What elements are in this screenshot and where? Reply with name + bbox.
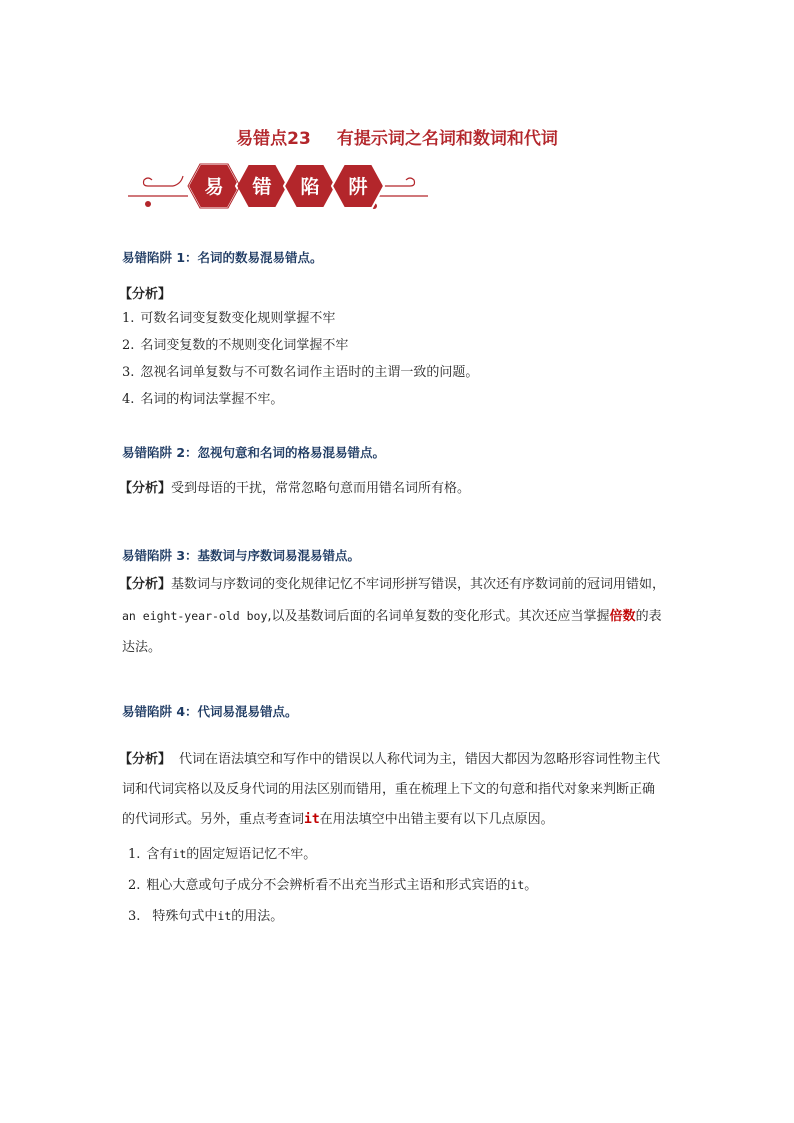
page-title [0,124,794,149]
analysis-label: 【分析】 [119,481,172,496]
section-3-line-1 [119,573,665,592]
list-item [122,334,348,353]
analysis-label: 【分析】 [119,752,172,767]
list-item-number: 1. [122,311,135,326]
banner-char-2: 错 [252,176,272,198]
banner-char-4: 阱 [348,176,368,198]
section-1-heading: 易错陷阱 1：名词的数易混易错点。 [122,250,323,265]
banner-left-dot [145,201,151,207]
section-2-analysis [119,477,470,496]
title-number: 易错点23 [236,129,311,149]
list-item-number: 2. [122,338,135,353]
section-4-line-3 [122,808,554,827]
banner-char-1: 易 [204,176,224,198]
list-item-text: 可数名词变复数变化规则掌握不牢 [140,311,336,326]
list-item-number: 4. [122,392,135,407]
list-item-text: 名词变复数的不规则变化词掌握不牢 [140,338,349,353]
list-item-text: 。 [524,878,538,893]
list-item-code: it [510,878,525,892]
list-item-code: it [217,909,232,923]
list-item-number: 3. [128,909,141,924]
list-item-text: 忽视名词单复数与不可数名词作主语时的主谓一致的问题。 [140,365,479,380]
list-item [122,307,335,326]
example-code: an eight-year-old boy [122,609,268,623]
analysis-text: ,以及基数词后面的名词单复数的变化形式。其次还应当掌握 [267,609,610,624]
banner-left-ornament [128,176,188,196]
list-item-text: 含有 [146,847,173,862]
section-4-line-2: 词和代词宾格以及反身代词的用法区别而错用，重在梳理上下文的句意和指代对象来判断正确 [122,782,656,797]
title-topic: 有提示词之名词和数词和代词 [336,129,558,149]
analysis-text: 在用法填空中出错主要有以下几点原因。 [319,812,554,827]
section-3-line-2 [122,605,662,624]
list-item-number: 2. [128,878,141,893]
list-item [128,874,537,893]
list-item-code: it [172,847,187,861]
list-item-text: 特殊句式中 [152,909,218,924]
analysis-text: 基数词与序数词的变化规律记忆不牢词形拼写错误，其次还有序数词前的冠词用错如， [171,577,666,592]
list-item-number: 1. [128,847,141,862]
list-item [122,388,283,407]
section-4-heading: 易错陷阱 4：代词易混易错点。 [122,704,298,719]
analysis-text: 受到母语的干扰，常常忽略句意而用错名词所有格。 [171,481,471,496]
list-item [128,843,316,862]
list-item-text: 粗心大意或句子成分不会辨析看不出充当形式主语和形式宾语的 [146,878,511,893]
list-item-text: 的固定短语记忆不牢。 [186,847,317,862]
list-item-text: 名词的构词法掌握不牢。 [140,392,284,407]
analysis-text: 代词在语法填空和写作中的错误以人称代词为主，错因大都因为忽略形容词性物主代 [179,752,661,767]
section-2-heading: 易错陷阱 2：忽视句意和名词的格易混易错点。 [122,445,386,460]
analysis-text: 的代词形式。另外，重点考查词 [122,812,305,827]
list-item-text: 的用法。 [231,909,284,924]
list-item [128,905,283,924]
section-1-analysis-label: 【分析】 [119,287,172,302]
section-3-heading: 易错陷阱 3：基数词与序数词易混易错点。 [122,548,361,563]
section-3-line-3: 达法。 [122,640,162,655]
analysis-text: 的表 [635,609,662,624]
section-4-line-1 [119,748,660,767]
list-item-number: 3. [122,365,135,380]
list-item [122,361,478,380]
analysis-label: 【分析】 [119,577,172,592]
highlight-code: it [304,812,320,827]
highlight-text: 倍数 [609,609,636,624]
banner-char-3: 陷 [300,176,320,198]
banner-graphic [128,158,428,214]
